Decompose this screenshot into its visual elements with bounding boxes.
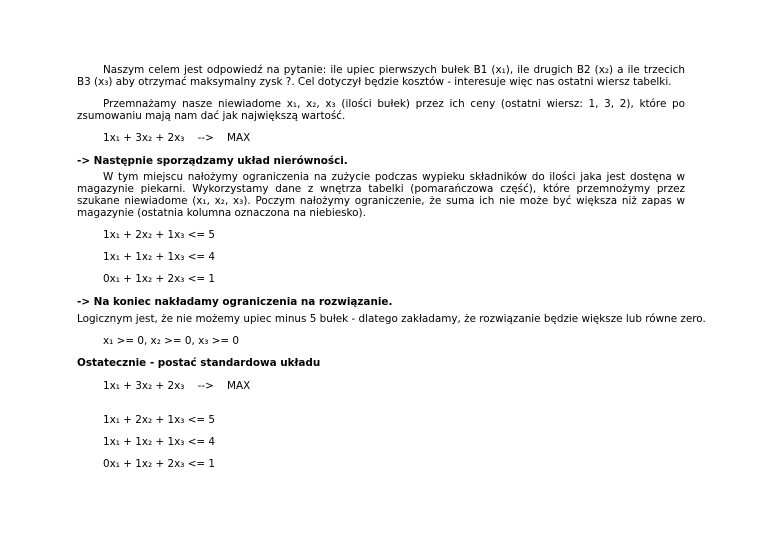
- heading-solution-constraints: -> Na koniec nakładamy ograniczenia na rozwiązanie.: [77, 296, 393, 308]
- constraint-1a: 1x₁ + 2x₂ + 1x₃ <= 5: [103, 229, 216, 241]
- constraint-2b: 1x₁ + 1x₂ + 1x₃ <= 4: [103, 436, 216, 448]
- paragraph-prices: Przemnażamy nasze niewiadome x₁, x₂, x₃ (ilości bułek) przez ich ceny (ostatni wiersz: 1, 3, 2), które po zsumowaniu mają nam dać jak największą wartość.: [77, 98, 685, 122]
- constraint-1c: 0x₁ + 1x₂ + 2x₃ <= 1: [103, 273, 216, 285]
- paragraph-constraints: W tym miejscu nałożymy ograniczenia na zużycie podczas wypieku składników do ilości jaka jest dostęna w magazynie piekarni. Wykorzystamy dane z wnętrza tabelki (pomarańczowa część), które przemnożymy przez szukane niewiadome (x₁, x₂, x₃). Poczym nałożymy ograniczenie, że suma ich nie może być większa niż zapas w magazynie (ostatnia kolumna oznaczona na niebiesko).: [77, 171, 685, 219]
- paragraph-nonnegativity: Logicznym jest, że nie możemy upiec minus 5 bułek - dlatego zakładamy, że rozwiązanie będzie większe lub równe zero.: [77, 313, 706, 325]
- heading-inequalities: -> Następnie sporządzamy układ nierówności.: [77, 155, 348, 167]
- constraint-1b: 1x₁ + 1x₂ + 1x₃ <= 4: [103, 251, 216, 263]
- nonnegativity-constraints: x₁ >= 0, x₂ >= 0, x₃ >= 0: [103, 335, 240, 347]
- constraint-2c: 0x₁ + 1x₂ + 2x₃ <= 1: [103, 458, 216, 470]
- heading-standard-form: Ostatecznie - postać standardowa układu: [77, 357, 321, 369]
- objective-function-1: 1x₁ + 3x₂ + 2x₃ --> MAX: [103, 132, 251, 144]
- constraint-2a: 1x₁ + 2x₂ + 1x₃ <= 5: [103, 414, 216, 426]
- paragraph-goal: Naszym celem jest odpowiedź na pytanie: ile upiec pierwszych bułek B1 (x₁), ile drugich B2 (x₂) a ile trzecich B3 (x₃) aby otrzymać maksymalny zysk ?. Cel dotyczył będzie kosztów - interesuje więc nas ostatni wiersz tabelki.: [77, 64, 685, 88]
- objective-function-2: 1x₁ + 3x₂ + 2x₃ --> MAX: [103, 380, 251, 392]
